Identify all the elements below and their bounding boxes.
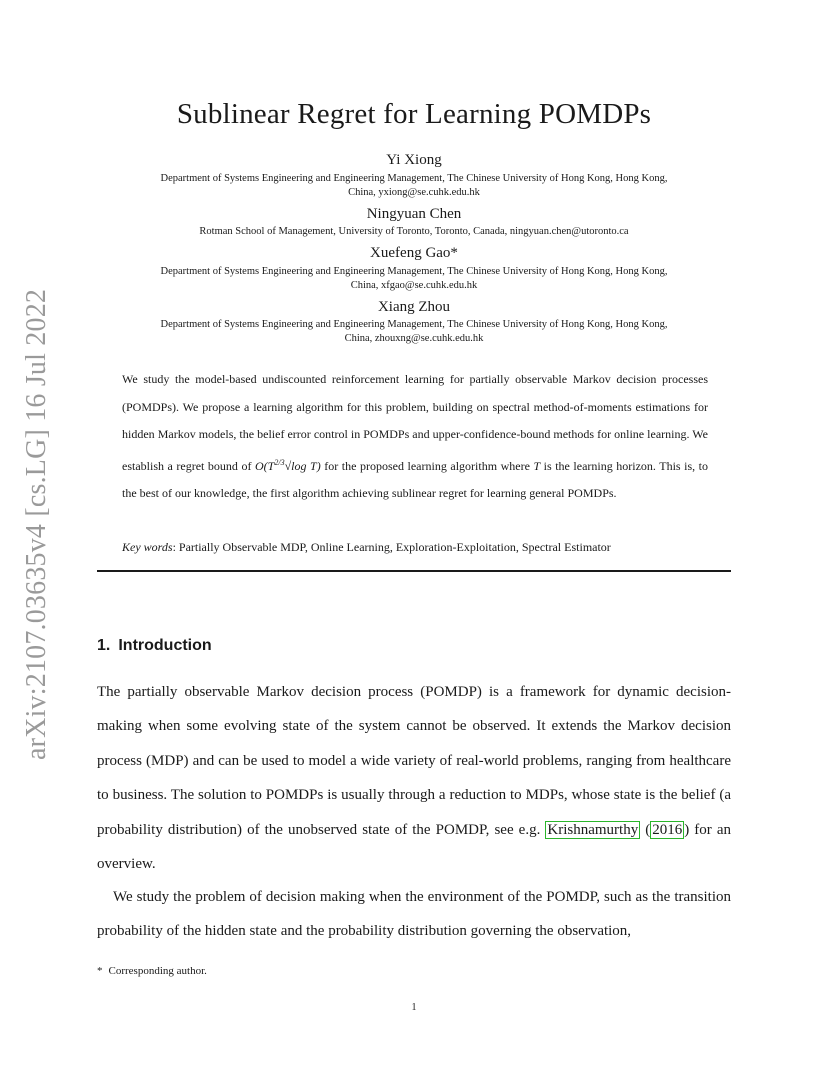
- section-heading: 1. Introduction: [97, 637, 212, 654]
- author-name: Xuefeng Gao*: [370, 245, 458, 261]
- citation-link-year[interactable]: 2016: [652, 821, 683, 838]
- paper-title: Sublinear Regret for Learning POMDPs: [176, 98, 652, 130]
- citation-link-krishnamurthy[interactable]: Krishnamurthy: [547, 821, 639, 838]
- author-affiliation: Department of Systems Engineering and Engineering Management, The Chinese University of Hong Kong, Hong Kong, China, xfgao@se.cuhk.edu.hk: [160, 266, 668, 291]
- author-name: Ningyuan Chen: [366, 206, 462, 222]
- author-name: Yi Xiong: [386, 152, 442, 168]
- abstract: We study the model-based undiscounted reinforcement learning for partially observable Markov decision processes (POMDPs). We propose a learning algorithm for this problem, building on spectral method-of-moments estimations for hidden Markov models, the belief error control in POMDPs and upper-confidence-bound methods for online learning. We establish a regret bound of $O(T^{2/3}√\log$ T) for the proposed learning algorithm where T is the learning horizon. This is, to the best of our knowledge, the first algorithm achieving sublinear regret for learning general POMDPs.: [122, 372, 709, 500]
- regret-bound-math: $O(T^{2/3}√\log$ T): [255, 457, 321, 473]
- arxiv-margin-stamp: arXiv:2107.03635v4 [cs.LG] 16 Jul 2022: [21, 288, 52, 760]
- page-number: 1: [411, 1002, 417, 1013]
- keywords: Key words: Partially Observable MDP, Online Learning, Exploration-Exploitation, Spectral Estimator: [122, 540, 611, 554]
- intro-paragraph-2: We study the problem of decision making when the environment of the POMDP, such as the transition probability of the hidden state and the probability distribution governing the observation,: [97, 889, 731, 940]
- footnote: * Corresponding author.: [97, 965, 207, 977]
- author-name: Xiang Zhou: [377, 299, 451, 315]
- author-affiliation: Department of Systems Engineering and Engineering Management, The Chinese University of Hong Kong, Hong Kong, China, yxiong@se.cuhk.edu.hk: [160, 173, 668, 198]
- author-affiliation: Rotman School of Management, University of Toronto, Toronto, Canada, ningyuan.chen@utoronto.ca: [199, 226, 629, 237]
- divider-rule: [97, 570, 731, 572]
- intro-paragraph-1: The partially observable Markov decision process (POMDP) is a framework for dynamic decision-making when some evolving state of the system cannot be observed. It extends the Markov decision process (MDP) and can be used to model a wide variety of real-world problems, ranging from healthcare to business. The solution to POMDPs is usually through a reduction to MDPs, whose state is the belief (a probability distribution) of the unobserved state of the POMDP, see e.g. Krishnamurthy ( 2016 ) for an overview.: [97, 684, 731, 873]
- author-affiliation: Department of Systems Engineering and Engineering Management, The Chinese University of Hong Kong, Hong Kong, China, zhouxng@se.cuhk.edu.hk: [160, 319, 668, 344]
